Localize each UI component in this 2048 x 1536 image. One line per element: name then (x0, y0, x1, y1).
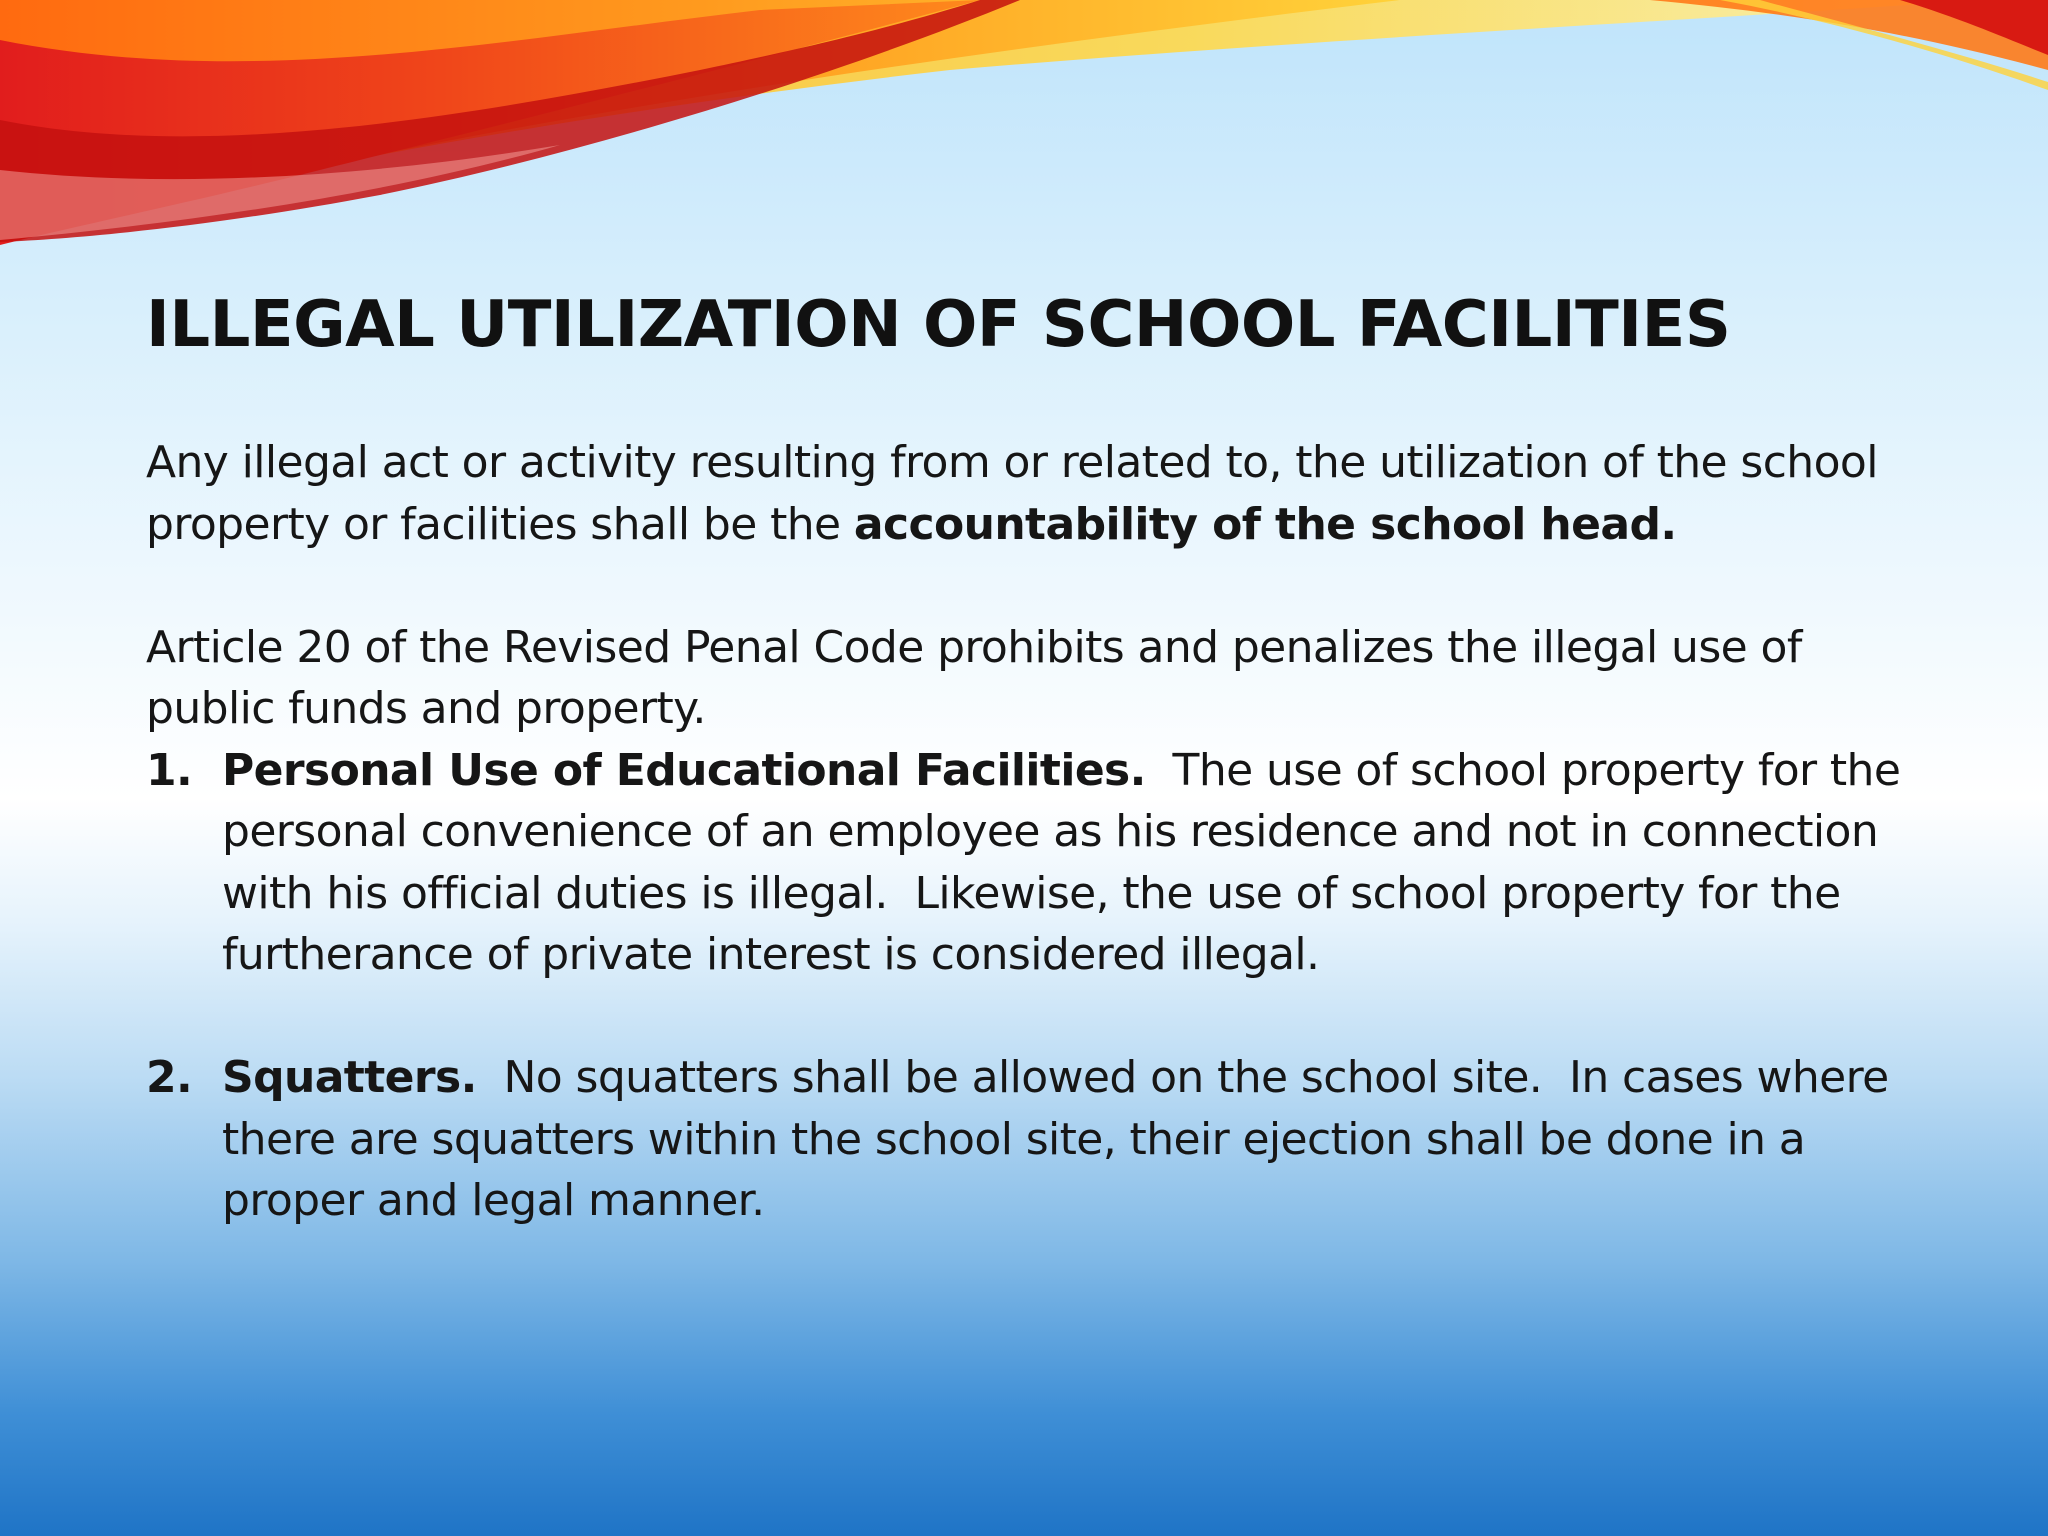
item-heading: Personal Use of Educational Facilities. (222, 744, 1146, 796)
list-item (146, 1047, 1926, 1232)
item-text: No squatters shall be allowed on the school site. In cases where there are squatters within the school site, their ejection shall be done in a proper and legal manner. (222, 1052, 1902, 1226)
intro-bold: accountability of the school head. (853, 498, 1677, 550)
decorative-swoosh (0, 0, 2048, 260)
item-heading: Squatters. (222, 1052, 477, 1103)
slide-body (146, 432, 1926, 1232)
intro-paragraph (146, 432, 1926, 555)
item-number: 1. (146, 744, 193, 796)
intro-text: Any illegal act or activity resulting from or related to, the utilization of the school property or facilities shall be the (146, 437, 1878, 550)
item-text: The use of school property for the personal convenience of an employee as his residence and not in connection with his official duties is illegal. Likewise, the use of school property for the furtherance of private interest is considered illegal. (222, 744, 1914, 980)
slide-title: ILLEGAL UTILIZATION OF SCHOOL FACILITIES (146, 288, 1731, 362)
article-paragraph: Article 20 of the Revised Penal Code prohibits and penalizes the illegal use of public funds and property. (146, 621, 1802, 734)
list-item (146, 740, 1926, 986)
item-number: 2. (146, 1052, 193, 1103)
spacer (146, 986, 1926, 1048)
spacer (146, 555, 1926, 617)
